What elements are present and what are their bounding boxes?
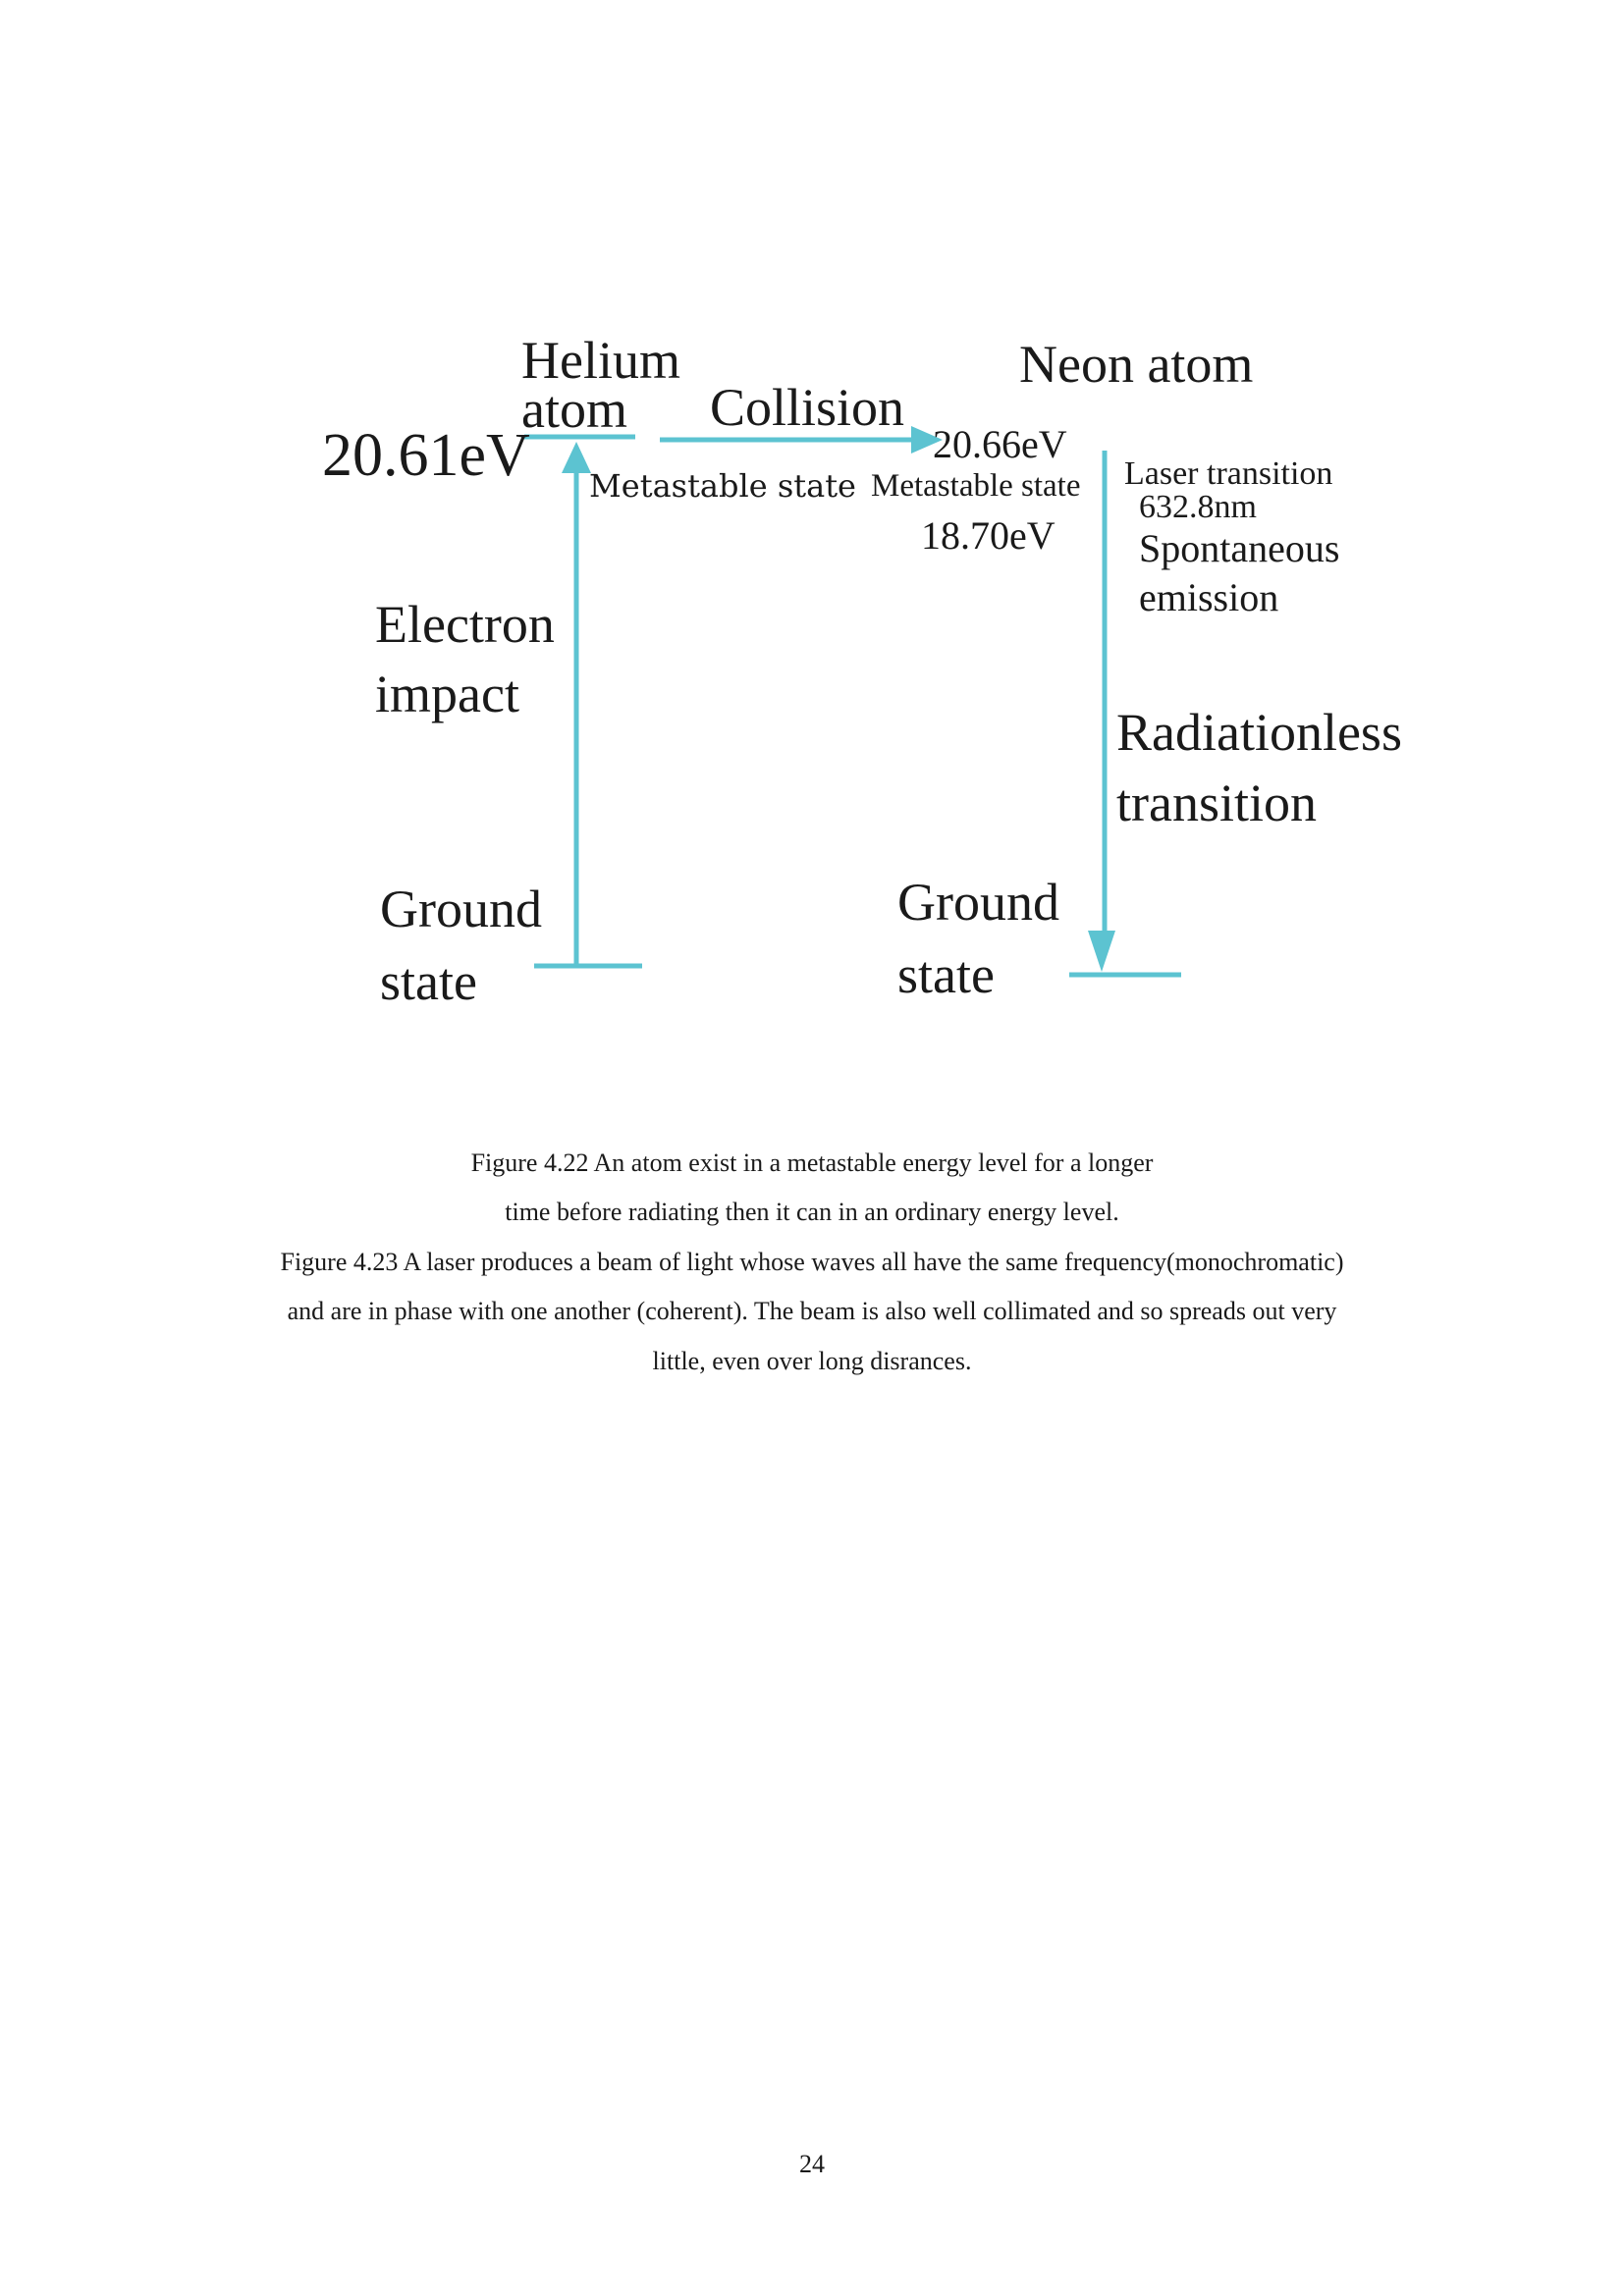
collision-label: Collision bbox=[710, 378, 905, 437]
laser-transition-label: Laser transition bbox=[1124, 455, 1333, 492]
state-right-label: state bbox=[897, 945, 995, 1004]
electron-label: Electron bbox=[375, 595, 555, 654]
wavelength-label: 632.8nm bbox=[1139, 489, 1257, 525]
neon-atom-label: Neon atom bbox=[1019, 335, 1254, 394]
helium-label: Helium bbox=[521, 331, 680, 390]
caption-line: and are in phase with one another (coherent). The beam is also well collimated and so spreads out very bbox=[287, 1297, 1337, 1325]
impact-label: impact bbox=[375, 665, 519, 723]
radiationless-arrowhead bbox=[1088, 931, 1115, 972]
neon-lower-energy: 18.70eV bbox=[921, 513, 1056, 558]
helium-atom-label: atom bbox=[521, 380, 627, 439]
caption-line: time before radiating then it can in an ordinary energy level. bbox=[505, 1198, 1119, 1226]
page-number: 24 bbox=[799, 2150, 825, 2178]
helium-energy: 20.61eV bbox=[322, 422, 530, 489]
emission-label: emission bbox=[1139, 575, 1279, 619]
caption-line: Figure 4.23 A laser produces a beam of light whose waves all have the same frequency(monochromatic) bbox=[280, 1248, 1344, 1276]
caption-line: little, even over long disrances. bbox=[652, 1347, 972, 1375]
neon-upper-energy: 20.66eV bbox=[933, 422, 1067, 466]
electron-impact-arrowhead bbox=[562, 442, 591, 473]
energy-level-diagram bbox=[0, 0, 1624, 1080]
metastable-right-label: Metastable state bbox=[871, 468, 1081, 504]
ground-left-label: Ground bbox=[380, 880, 542, 938]
radiationless-label: Radiationless bbox=[1116, 703, 1402, 762]
metastable-left-label: Metastable state bbox=[589, 467, 856, 505]
caption-line: Figure 4.22 An atom exist in a metastable energy level for a longer bbox=[470, 1148, 1154, 1177]
ground-right-label: Ground bbox=[897, 873, 1059, 932]
state-left-label: state bbox=[380, 952, 477, 1011]
transition-label: transition bbox=[1116, 774, 1317, 832]
spontaneous-label: Spontaneous bbox=[1139, 526, 1340, 570]
